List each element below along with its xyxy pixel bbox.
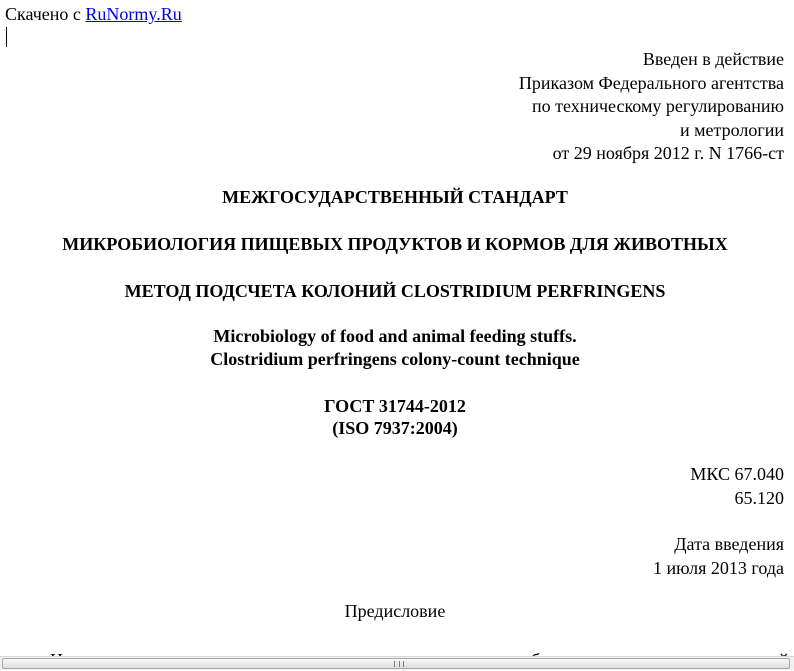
approval-line: и метрологии (680, 119, 784, 140)
intro-date-label: Дата введения (674, 534, 784, 554)
standard-title-en-1: Microbiology of food and animal feeding stuffs. (213, 326, 577, 346)
source-prefix: Скачено с (5, 4, 81, 24)
approval-block (519, 48, 784, 166)
intro-date-block (653, 533, 784, 580)
iso-number: (ISO 7937:2004) (332, 418, 458, 438)
standard-title-en-2: Clostridium perfringens colony-count technique (210, 349, 580, 369)
grip-icon (394, 661, 404, 667)
approval-line: Приказом Федерального агентства (518, 72, 784, 93)
approval-line: Введен в действие (642, 49, 784, 69)
intro-date-value: 1 июля 2013 года (653, 557, 784, 578)
classification-line: МКС 67.040 (690, 464, 784, 484)
gost-number: ГОСТ 31744-2012 (324, 396, 466, 416)
standard-title-ru-1: МИКРОБИОЛОГИЯ ПИЩЕВЫХ ПРОДУКТОВ И КОРМОВ ДЛЯ ЖИВОТНЫХ (62, 234, 728, 254)
scrollbar-thumb[interactable] (2, 658, 790, 669)
classification-line: 65.120 (734, 487, 784, 508)
standard-kind-title: МЕЖГОСУДАРСТВЕННЫЙ СТАНДАРТ (222, 187, 568, 207)
standard-designation (0, 395, 790, 439)
standard-title-en (0, 325, 790, 371)
approval-line: от 29 ноября 2012 г. N 1766-ст (552, 143, 784, 163)
classification-block (690, 463, 784, 510)
section-heading: Предисловие (344, 601, 446, 621)
source-link[interactable]: RuNormy.Ru (85, 4, 182, 24)
horizontal-scrollbar[interactable] (0, 656, 794, 670)
approval-line: по техническому регулированию (531, 96, 784, 116)
text-cursor (6, 27, 7, 47)
source-line (5, 4, 182, 25)
standard-title-ru-2: МЕТОД ПОДСЧЕТА КОЛОНИЙ CLOSTRIDIUM PERFRINGENS (124, 281, 666, 301)
